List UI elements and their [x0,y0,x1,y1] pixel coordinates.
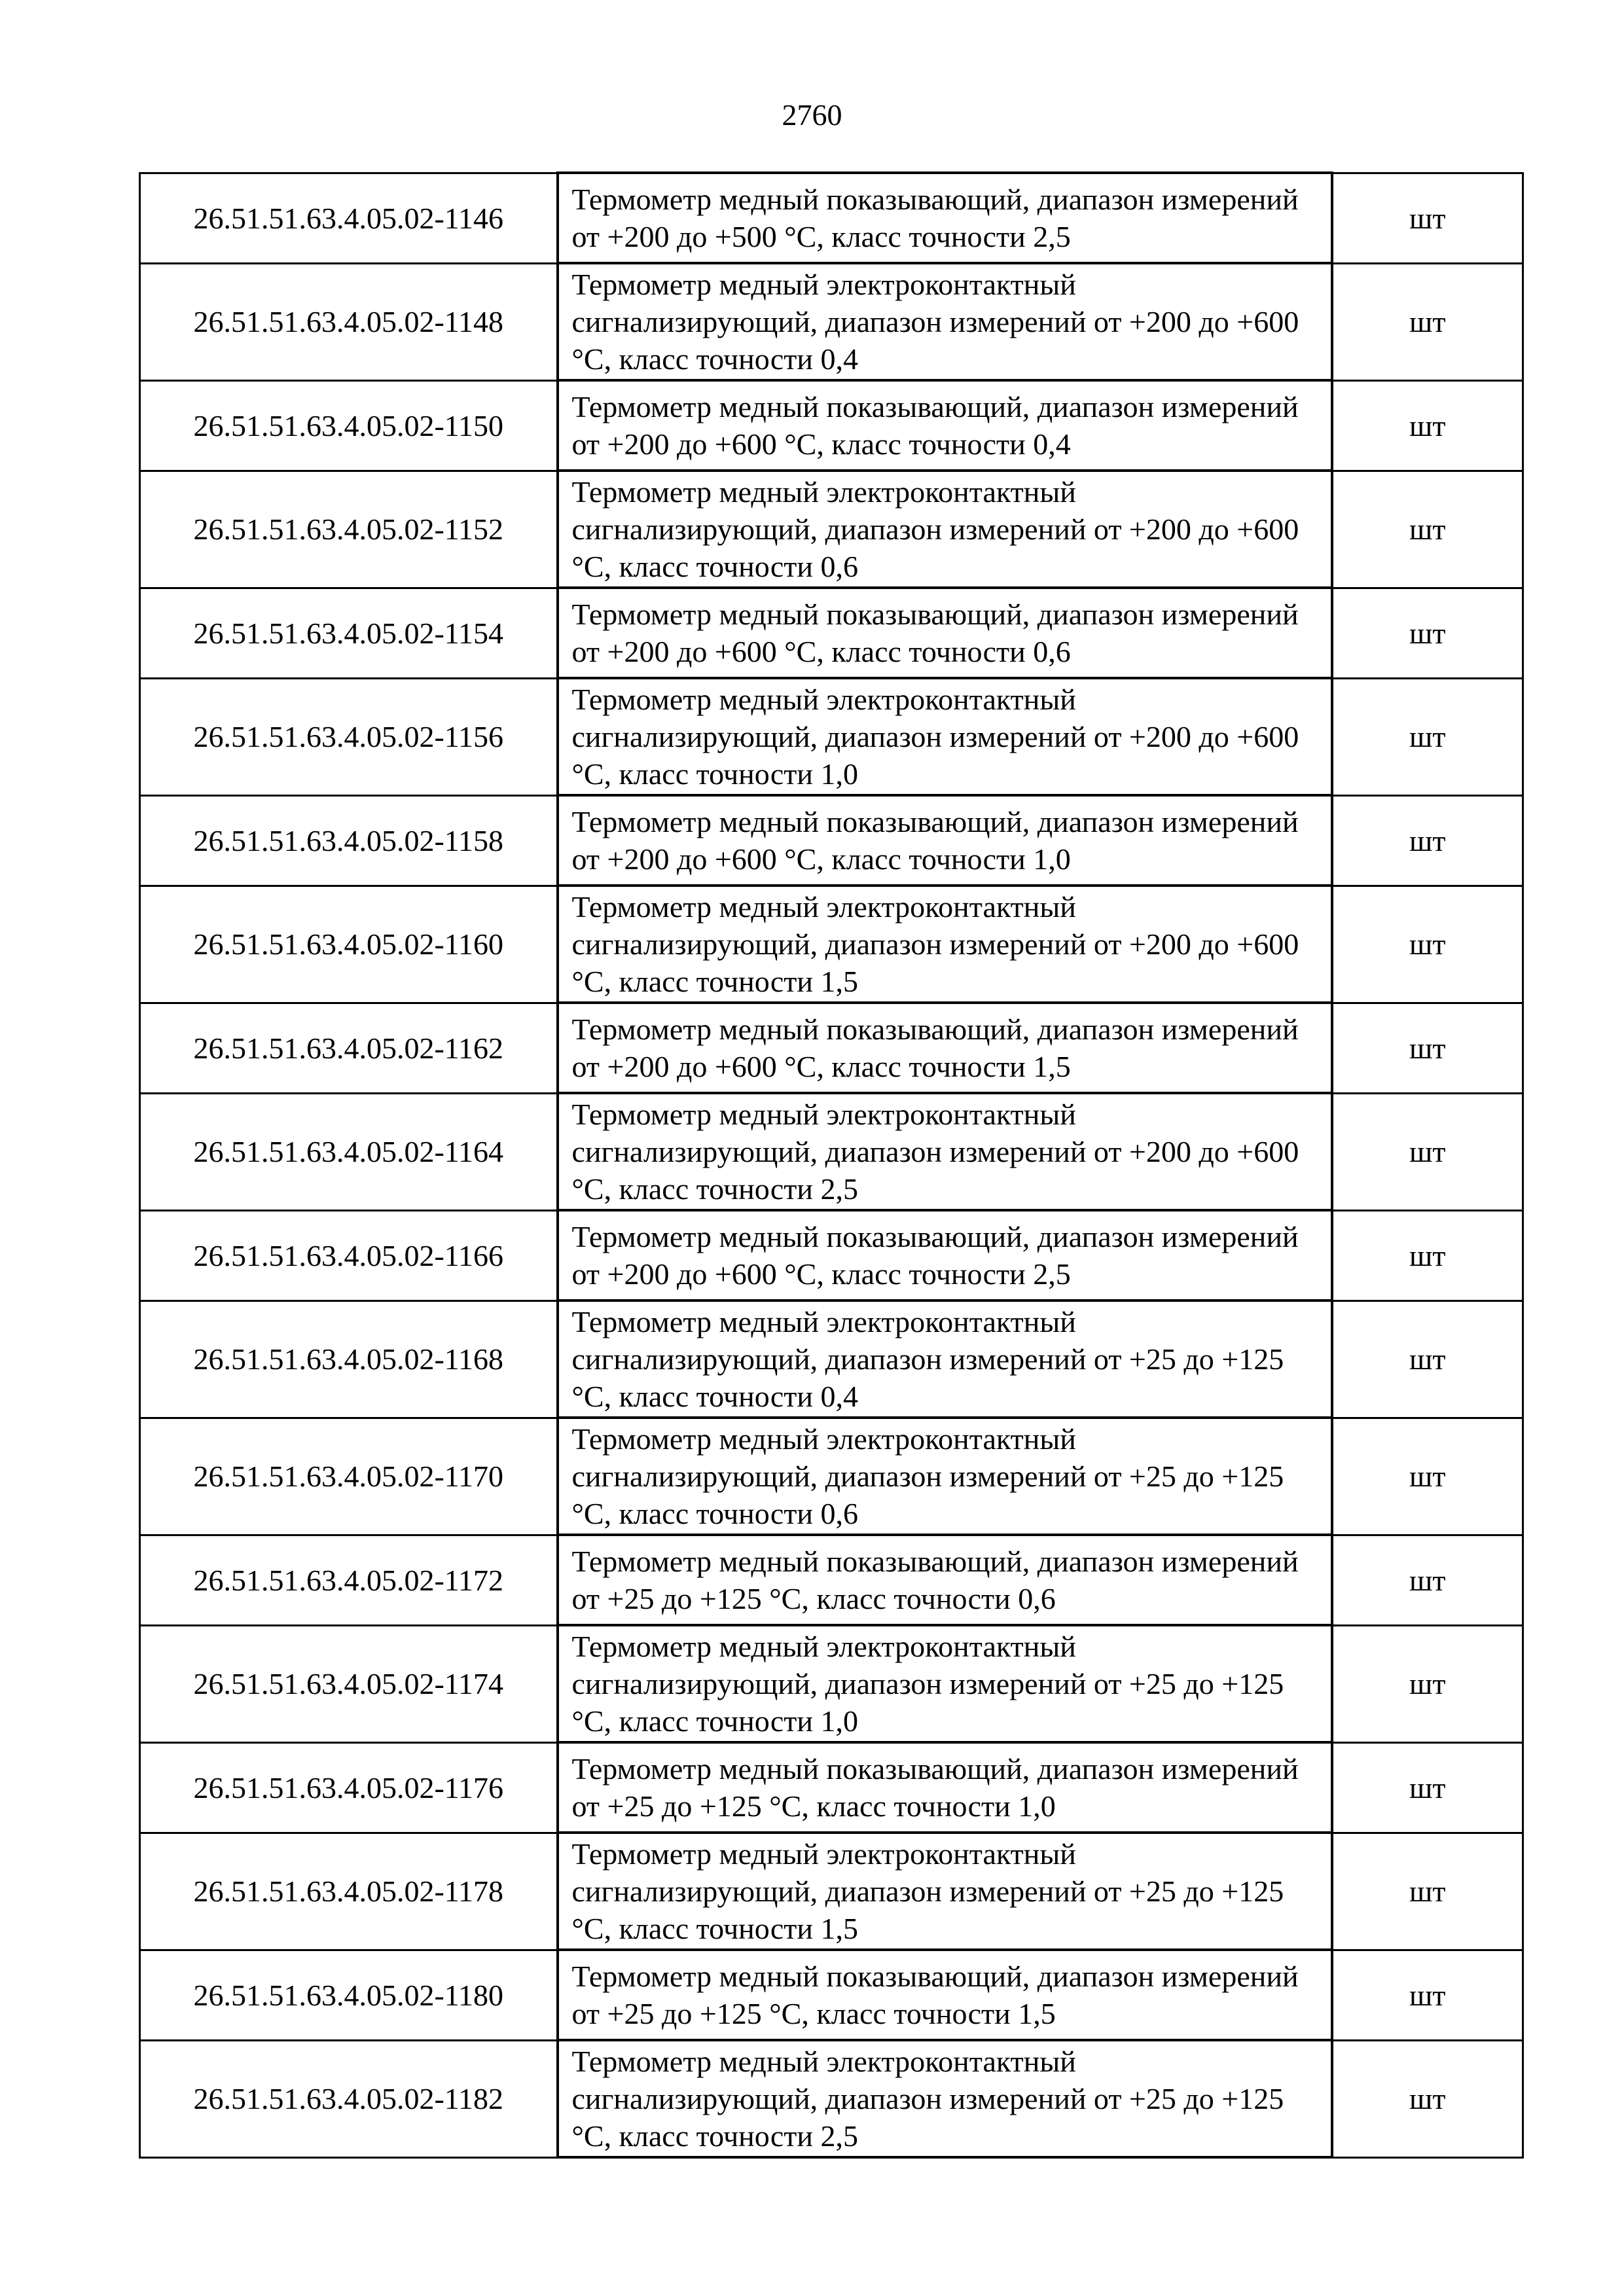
table-row [140,1742,1523,1833]
item-unit: шт [1332,1093,1523,1210]
item-code: 26.51.51.63.4.05.02-1146 [140,173,558,263]
item-unit: шт [1332,2040,1523,2157]
item-description: Термометр медный электроконтактный сигнализирующий, диапазон измерений от +200 до +600 °С, класс точности 0,6 [558,471,1332,588]
item-unit: шт [1332,886,1523,1003]
item-description: Термометр медный электроконтактный сигнализирующий, диапазон измерений от +25 до +125 °С, класс точности 0,6 [558,1418,1332,1535]
item-code: 26.51.51.63.4.05.02-1170 [140,1418,558,1535]
item-description: Термометр медный показывающий, диапазон измерений от +25 до +125 °С, класс точности 0,6 [558,1535,1332,1625]
item-unit: шт [1332,1003,1523,1093]
page-number: 2760 [782,98,842,132]
item-code: 26.51.51.63.4.05.02-1174 [140,1625,558,1742]
item-description: Термометр медный показывающий, диапазон измерений от +200 до +600 °С, класс точности 0,4 [558,380,1332,471]
item-description: Термометр медный показывающий, диапазон измерений от +200 до +600 °С, класс точности 1,5 [558,1003,1332,1093]
item-code: 26.51.51.63.4.05.02-1152 [140,471,558,588]
item-code: 26.51.51.63.4.05.02-1176 [140,1742,558,1833]
item-description: Термометр медный показывающий, диапазон измерений от +200 до +600 °С, класс точности 0,6 [558,588,1332,678]
item-unit: шт [1332,1833,1523,1950]
table-row [140,886,1523,1003]
table-row [140,588,1523,678]
item-code: 26.51.51.63.4.05.02-1156 [140,678,558,795]
item-code: 26.51.51.63.4.05.02-1154 [140,588,558,678]
item-unit: шт [1332,471,1523,588]
item-unit: шт [1332,1300,1523,1418]
item-description: Термометр медный показывающий, диапазон измерений от +25 до +125 °С, класс точности 1,0 [558,1742,1332,1833]
table-row [140,1003,1523,1093]
table-row [140,263,1523,380]
item-code: 26.51.51.63.4.05.02-1168 [140,1300,558,1418]
item-description: Термометр медный показывающий, диапазон измерений от +200 до +600 °С, класс точности 1,0 [558,795,1332,886]
table-row [140,1950,1523,2040]
item-description: Термометр медный электроконтактный сигнализирующий, диапазон измерений от +200 до +600 °С, класс точности 2,5 [558,1093,1332,1210]
item-unit: шт [1332,795,1523,886]
items-table [139,171,1524,2159]
item-code: 26.51.51.63.4.05.02-1158 [140,795,558,886]
item-unit: шт [1332,1535,1523,1625]
item-unit: шт [1332,1418,1523,1535]
item-code: 26.51.51.63.4.05.02-1162 [140,1003,558,1093]
item-unit: шт [1332,1625,1523,1742]
table-row [140,173,1523,263]
item-description: Термометр медный электроконтактный сигнализирующий, диапазон измерений от +200 до +600 °С, класс точности 0,4 [558,263,1332,380]
item-description: Термометр медный электроконтактный сигнализирующий, диапазон измерений от +25 до +125 °С, класс точности 2,5 [558,2040,1332,2157]
item-code: 26.51.51.63.4.05.02-1160 [140,886,558,1003]
table-row [140,1833,1523,1950]
item-code: 26.51.51.63.4.05.02-1166 [140,1210,558,1300]
item-unit: шт [1332,588,1523,678]
item-unit: шт [1332,1742,1523,1833]
item-description: Термометр медный электроконтактный сигнализирующий, диапазон измерений от +25 до +125 °С, класс точности 1,5 [558,1833,1332,1950]
item-description: Термометр медный электроконтактный сигнализирующий, диапазон измерений от +200 до +600 °С, класс точности 1,0 [558,678,1332,795]
table-row [140,1210,1523,1300]
item-code: 26.51.51.63.4.05.02-1150 [140,380,558,471]
item-description: Термометр медный электроконтактный сигнализирующий, диапазон измерений от +25 до +125 °С, класс точности 0,4 [558,1300,1332,1418]
table-row [140,1535,1523,1625]
item-code: 26.51.51.63.4.05.02-1180 [140,1950,558,2040]
item-unit: шт [1332,678,1523,795]
item-code: 26.51.51.63.4.05.02-1182 [140,2040,558,2157]
item-description: Термометр медный показывающий, диапазон измерений от +200 до +500 °С, класс точности 2,5 [558,173,1332,263]
item-description: Термометр медный показывающий, диапазон измерений от +200 до +600 °С, класс точности 2,5 [558,1210,1332,1300]
item-code: 26.51.51.63.4.05.02-1148 [140,263,558,380]
table-row [140,380,1523,471]
item-code: 26.51.51.63.4.05.02-1164 [140,1093,558,1210]
table-row [140,2040,1523,2157]
item-description: Термометр медный электроконтактный сигнализирующий, диапазон измерений от +200 до +600 °С, класс точности 1,5 [558,886,1332,1003]
item-unit: шт [1332,380,1523,471]
item-code: 26.51.51.63.4.05.02-1172 [140,1535,558,1625]
table-row [140,1093,1523,1210]
item-unit: шт [1332,173,1523,263]
item-description: Термометр медный показывающий, диапазон измерений от +25 до +125 °С, класс точности 1,5 [558,1950,1332,2040]
item-unit: шт [1332,1210,1523,1300]
table-row [140,1625,1523,1742]
item-unit: шт [1332,1950,1523,2040]
table-row [140,678,1523,795]
item-unit: шт [1332,263,1523,380]
table-row [140,471,1523,588]
item-description: Термометр медный электроконтактный сигнализирующий, диапазон измерений от +25 до +125 °С, класс точности 1,0 [558,1625,1332,1742]
table-row [140,795,1523,886]
table-row [140,1418,1523,1535]
item-code: 26.51.51.63.4.05.02-1178 [140,1833,558,1950]
table-row [140,1300,1523,1418]
